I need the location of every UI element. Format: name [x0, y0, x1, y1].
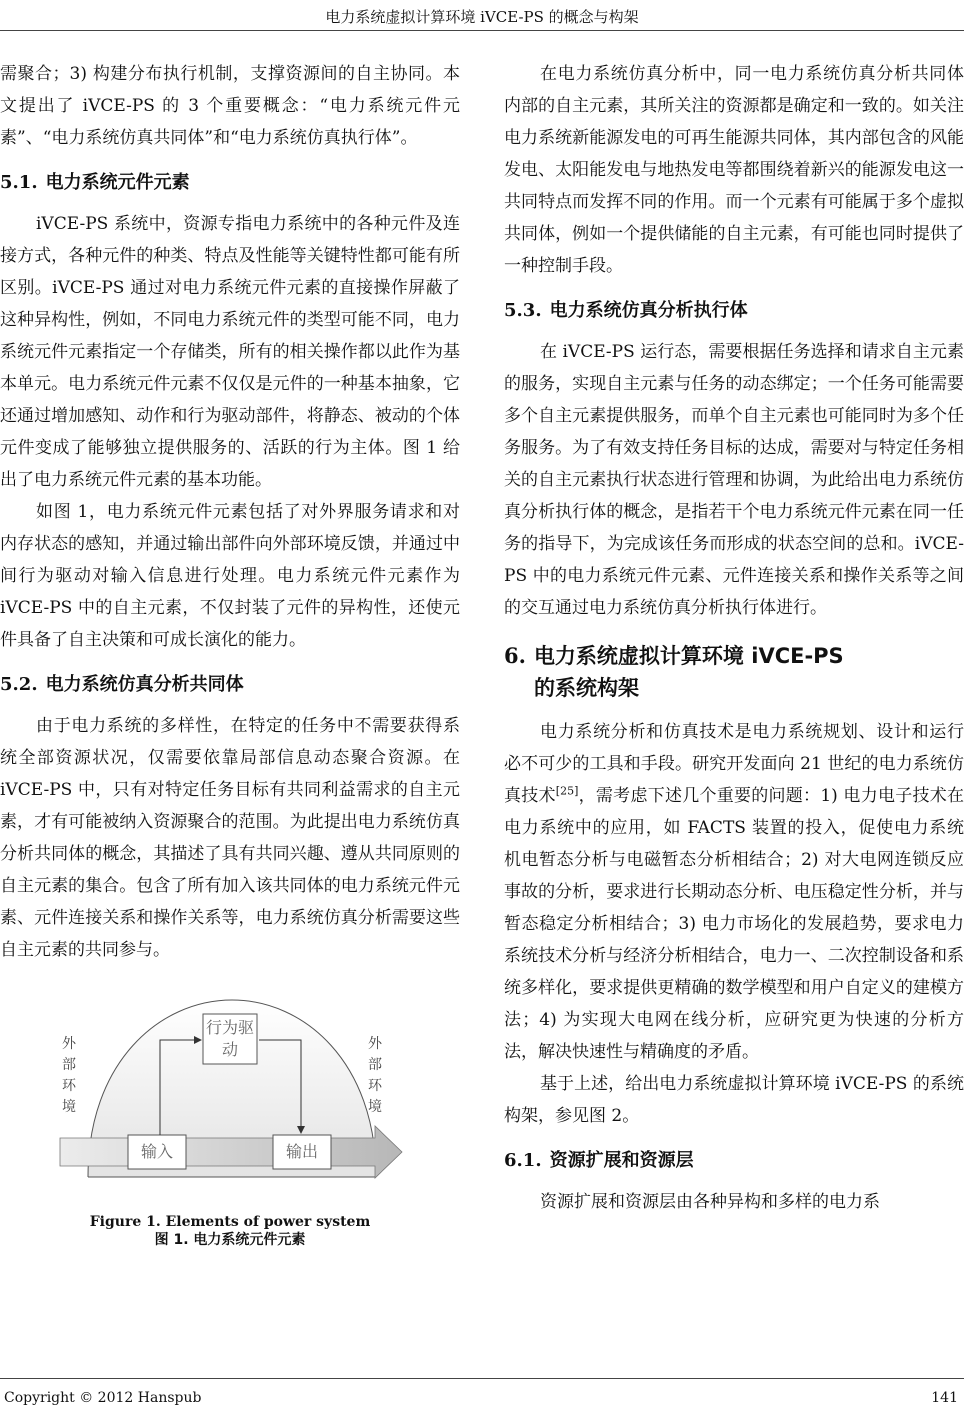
right-environment-label: 外部环境 [368, 1036, 382, 1115]
left-column [0, 58, 460, 1249]
intro-paragraph: 需聚合；3) 构建分布执行机制，支撑资源间的自主协同。本文提出了 iVCE-PS 的 3 个重要概念：“电力系统元件元素”、“电力系统仿真共同体”和“电力系统仿真执行体”。 [0, 64, 460, 148]
section-title-line-1: 电力系统虚拟计算环境 iVCE-PS [533, 644, 844, 668]
section-title: 电力系统仿真分析执行体 [549, 300, 748, 321]
section-number: 6.1. [504, 1150, 542, 1171]
section-5-3-heading [504, 296, 964, 326]
figure-caption-en: Figure 1. Elements of power system [89, 1214, 371, 1230]
section-title: 资源扩展和资源层 [549, 1150, 694, 1171]
section-number: 5.1. [0, 172, 38, 193]
section-number: 5.2. [0, 674, 38, 695]
paragraph-5-1-b: 如图 1，电力系统元件元素包括了对外界服务请求和对内存状态的感知，并通过输出部件向外部环境反馈，并通过中间行为驱动对输入信息进行处理。电力系统元件元素作为 iVCE-PS 中的自主元素，不仅封装了元件的异构性，还使元件具备了自主决策和可成长演化的能力。 [0, 502, 460, 650]
section-title-line-2: 的系统构架 [534, 676, 639, 700]
citation-25[interactable]: [25] [555, 784, 579, 798]
paragraph-6-a-part-1: 电力系统分析和仿真技术是电力系统规划、设计和运行必不可少的工具和手段。研究开发面向 21 世纪的电力系统仿真技术 [504, 722, 964, 806]
page-number: 141 [931, 1390, 958, 1406]
paragraph-5-3: 在 iVCE-PS 运行态，需要根据任务选择和请求自主元素的服务，实现自主元素与任务的动态绑定；一个任务可能需要多个自主元素提供服务，而单个自主元素也可能同时为多个任务服务。为了有效支持任务目标的达成，需要对与特定任务相关的自主元素执行状态进行管理和协调，为此给出电力系统仿真分析执行体的概念，是指若干个电力系统元件元素在同一任务的指导下，为完成该任务而形成的状态空间的总和。iVCE-PS 中的电力系统元件元素、元件连接关系和操作关系等之间的交互通过电力系统仿真分析执行体进行。 [504, 342, 964, 618]
paragraph-6-a-part-2: ，需考虑下述几个重要的问题：1) 电力电子技术在电力系统中的应用，如 FACTS 装置的投入，促使电力系统机电暂态分析与电磁暂态分析相结合；2) 对大电网连锁反应事故的分析，要求进行长期动态分析、电压稳定性分析，并与暂态稳定分析相结合；3) 电力市场化的发展趋势，要求电力系统技术分析与经济分析相结合，电力一、二次控制设备和系统多样化，要求提供更精确的数学模型和用户自定义的建模方法；4) 为实现大电网在线分析，应研究更为快速的分析方法，解决快速性与精确度的矛盾。 [504, 786, 964, 1062]
behavior-drive-label: 行为驱动 [205, 1018, 254, 1059]
footer-rule [0, 1378, 964, 1379]
section-6-1-heading [504, 1146, 964, 1176]
figure-1 [0, 992, 460, 1207]
right-column [504, 58, 964, 1218]
paragraph-6-a [504, 716, 964, 1068]
paragraph-6-b: 基于上述，给出电力系统虚拟计算环境 iVCE-PS 的系统构架，参见图 2。 [504, 1074, 964, 1126]
section-6-heading [504, 640, 964, 704]
left-environment-label: 外部环境 [62, 1036, 76, 1115]
section-number: 6. [504, 643, 526, 668]
paragraph-5-2-continued: 在电力系统仿真分析中，同一电力系统仿真分析共同体内部的自主元素，其所关注的资源都是确定和一致的。如关注电力系统新能源发电的可再生能源共同体，其内部包含的风能发电、太阳能发电与地热发电等都围绕着新兴的能源发电这一共同特点而发挥不同的作用。而一个元素有可能属于多个虚拟共同体，例如一个提供储能的自主元素，有可能也同时提供了一种控制手段。 [504, 64, 964, 276]
section-number: 5.3. [504, 300, 542, 321]
header-rule [0, 30, 964, 31]
section-5-2-heading [0, 670, 460, 700]
paragraph-6-1: 资源扩展和资源层由各种异构和多样的电力系 [540, 1192, 880, 1212]
section-title: 电力系统元件元素 [45, 172, 190, 193]
paragraph-5-2: 由于电力系统的多样性，在特定的任务中不需要获得系统全部资源状况，仅需要依靠局部信息动态聚合资源。在 iVCE-PS 中，只有对特定任务目标有共同利益需求的自主元素，才有可能被纳入资源聚合的范围。为此提出电力系统仿真分析共同体的概念，其描述了具有共同兴趣、遵从共同原则的自主元素的集合。包含了所有加入该共同体的电力系统元件元素、元件连接关系和操作关系等，电力系统仿真分析需要这些自主元素的共同参与。 [0, 716, 460, 960]
paragraph-5-1-a: iVCE-PS 系统中，资源专指电力系统中的各种元件及连接方式，各种元件的种类、特点及性能等关键特性都可能有所区别。iVCE-PS 通过对电力系统元件元素的直接操作屏蔽了这种异构性，例如，不同电力系统元件的类型可能不同，电力系统元件元素指定一个存储类，所有的相关操作都以此作为基本单元。电力系统元件元素不仅仅是元件的一种基本抽象，它还通过增加感知、动作和行为驱动部件，将静态、被动的个体元件变成了能够独立提供服务的、活跃的行为主体。图 1 给出了电力系统元件元素的基本功能。 [0, 214, 460, 490]
copyright-notice: Copyright © 2012 Hanspub [4, 1390, 202, 1406]
output-label: 输出 [285, 1142, 318, 1161]
figure-caption-cn: 图 1. 电力系统元件元素 [154, 1232, 306, 1248]
running-title: 电力系统虚拟计算环境 iVCE-PS 的概念与构架 [325, 8, 639, 26]
section-title: 电力系统仿真分析共同体 [45, 674, 244, 695]
input-label: 输入 [140, 1142, 173, 1161]
section-5-1-heading [0, 168, 460, 198]
